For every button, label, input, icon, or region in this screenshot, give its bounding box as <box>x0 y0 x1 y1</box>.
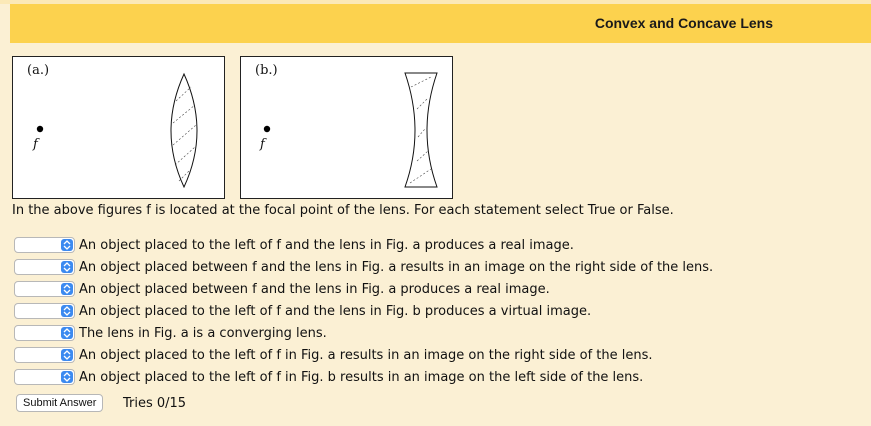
select-arrows-icon <box>61 371 73 383</box>
question-text: An object placed to the left of f and the lens in Fig. b produces a virtual image. <box>79 303 592 319</box>
left-margin <box>0 4 10 426</box>
figure-b-label: (b.) <box>255 63 278 78</box>
focal-label-a: f <box>33 137 38 152</box>
question-row <box>14 368 643 386</box>
select-arrows-icon <box>61 305 73 317</box>
select-arrows-icon <box>61 283 73 295</box>
true-false-select[interactable] <box>14 325 75 341</box>
question-row <box>14 236 574 254</box>
focal-point-dot <box>264 126 270 132</box>
true-false-select[interactable] <box>14 369 75 385</box>
focal-point-dot <box>37 126 43 132</box>
select-arrows-icon <box>61 349 73 361</box>
true-false-select[interactable] <box>14 259 75 275</box>
question-text: An object placed to the left of f in Fig. a results in an image on the right side of the lens. <box>79 347 653 363</box>
select-arrows-icon <box>61 327 73 339</box>
true-false-select[interactable] <box>14 303 75 319</box>
concave-lens-shape <box>405 73 437 187</box>
submit-answer-button[interactable]: Submit Answer <box>16 394 103 412</box>
convex-lens-diagram <box>13 57 226 200</box>
question-text: An object placed to the left of f in Fig. b results in an image on the left side of the lens. <box>79 369 644 385</box>
question-row <box>14 258 713 276</box>
figure-a <box>12 56 225 199</box>
page-title: Convex and Concave Lens <box>594 15 773 31</box>
select-arrows-icon <box>61 261 73 273</box>
question-text: An object placed between f and the lens in Fig. a produces a real image. <box>79 281 550 297</box>
question-row <box>14 346 653 364</box>
question-row <box>14 324 327 342</box>
header-bar <box>10 4 871 43</box>
tries-counter: Tries 0/15 <box>123 396 187 411</box>
question-text: An object placed to the left of f and the lens in Fig. a produces a real image. <box>79 237 574 253</box>
instructions-text: In the above figures f is located at the focal point of the lens. For each statement select True or False. <box>12 203 674 218</box>
true-false-select[interactable] <box>14 281 75 297</box>
question-text: The lens in Fig. a is a converging lens. <box>79 325 327 341</box>
true-false-select[interactable] <box>14 237 75 253</box>
convex-lens-shape <box>171 74 197 187</box>
select-arrows-icon <box>61 239 73 251</box>
true-false-select[interactable] <box>14 347 75 363</box>
figure-b <box>240 56 453 199</box>
question-row <box>14 302 591 320</box>
focal-label-b: f <box>260 137 265 152</box>
question-text: An object placed between f and the lens in Fig. a results in an image on the right side of the lens. <box>79 259 714 275</box>
question-row <box>14 280 550 298</box>
figure-a-label: (a.) <box>27 63 50 78</box>
concave-lens-diagram <box>241 57 454 200</box>
